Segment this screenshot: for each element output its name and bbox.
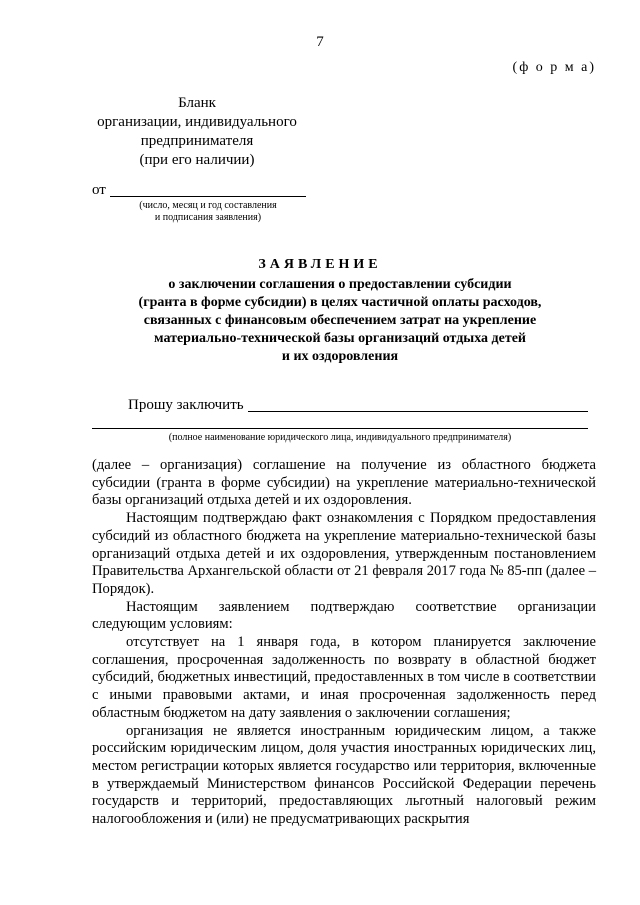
subtitle-line: материально-технической базы организаций отдыха детей [154,331,526,346]
document-title: ЗАЯВЛЕНИЕ [258,257,382,272]
letterhead-block [82,94,312,170]
request-label: Прошу заключить [128,397,244,413]
subtitle-line: связанных с финансовым обеспечением затрат на укрепление [143,313,537,328]
form-label: (ф о р м а) [512,60,596,75]
org-name-blank-line [248,411,588,412]
date-hint [110,200,306,224]
page-number: 7 [316,34,324,50]
body-text [92,457,596,829]
subtitle-line: (гранта в форме субсидии) в целях частичной оплаты расходов, [138,295,542,310]
subtitle-line: и их оздоровления [281,349,399,364]
letterhead-line: организации, индивидуального [97,114,297,130]
body-paragraph: Настоящим заявлением подтверждаю соответствие организации следующим условиям: [92,598,596,633]
org-name-blank-line-2 [92,428,588,429]
document-subtitle [90,276,590,366]
letterhead-line: (при его наличии) [139,152,255,168]
subtitle-line: о заключении соглашения о предоставлении субсидии [168,277,512,292]
body-paragraph: Настоящим подтверждаю факт ознакомления с Порядком предоставления субсидий из областного бюджета на укрепление материально-технической базы организаций отдыха детей и их оздоровления, утвержденным постановлением Правительства Архангельской области от 21 февраля 2017 года № 85-пп (далее – Порядок). [92,510,596,597]
letterhead-line: Бланк [178,95,216,111]
body-paragraph: (далее – организация) соглашение на получение из областного бюджета субсидии (гранта в форме субсидии) на укрепление материально-технической базы организаций отдыха детей и их оздоровления. [92,457,596,509]
from-label: от [92,182,106,198]
org-name-hint: (полное наименование юридического лица, индивидуального предпринимателя) [168,432,512,443]
date-hint-line: (число, месяц и год составления [139,200,277,211]
date-blank-line [110,196,306,197]
date-hint-line: и подписания заявления) [154,212,262,223]
body-paragraph: отсутствует на 1 января года, в котором планируется заключение соглашения, просроченная задолженность по возврату в областной бюджет субсидий, бюджетных инвестиций, предоставленных в том числе в соответствии с иными правовыми актами, и иная просроченная задолженность перед областным бюджетом на дату заявления о заключении соглашения; [92,634,596,721]
letterhead-line: предпринимателя [140,133,254,149]
body-paragraph: организация не является иностранным юридическим лицом, а также российским юридическим лицом, доля участия иностранных юридических лиц, местом регистрации которых является государство или территория, включенные в утверждаемый Министерством финансов Российской Федерации перечень государств и территорий, предоставляющих льготный налоговый режим налогообложения и (или) не предусматривающих раскрытия [92,722,596,828]
